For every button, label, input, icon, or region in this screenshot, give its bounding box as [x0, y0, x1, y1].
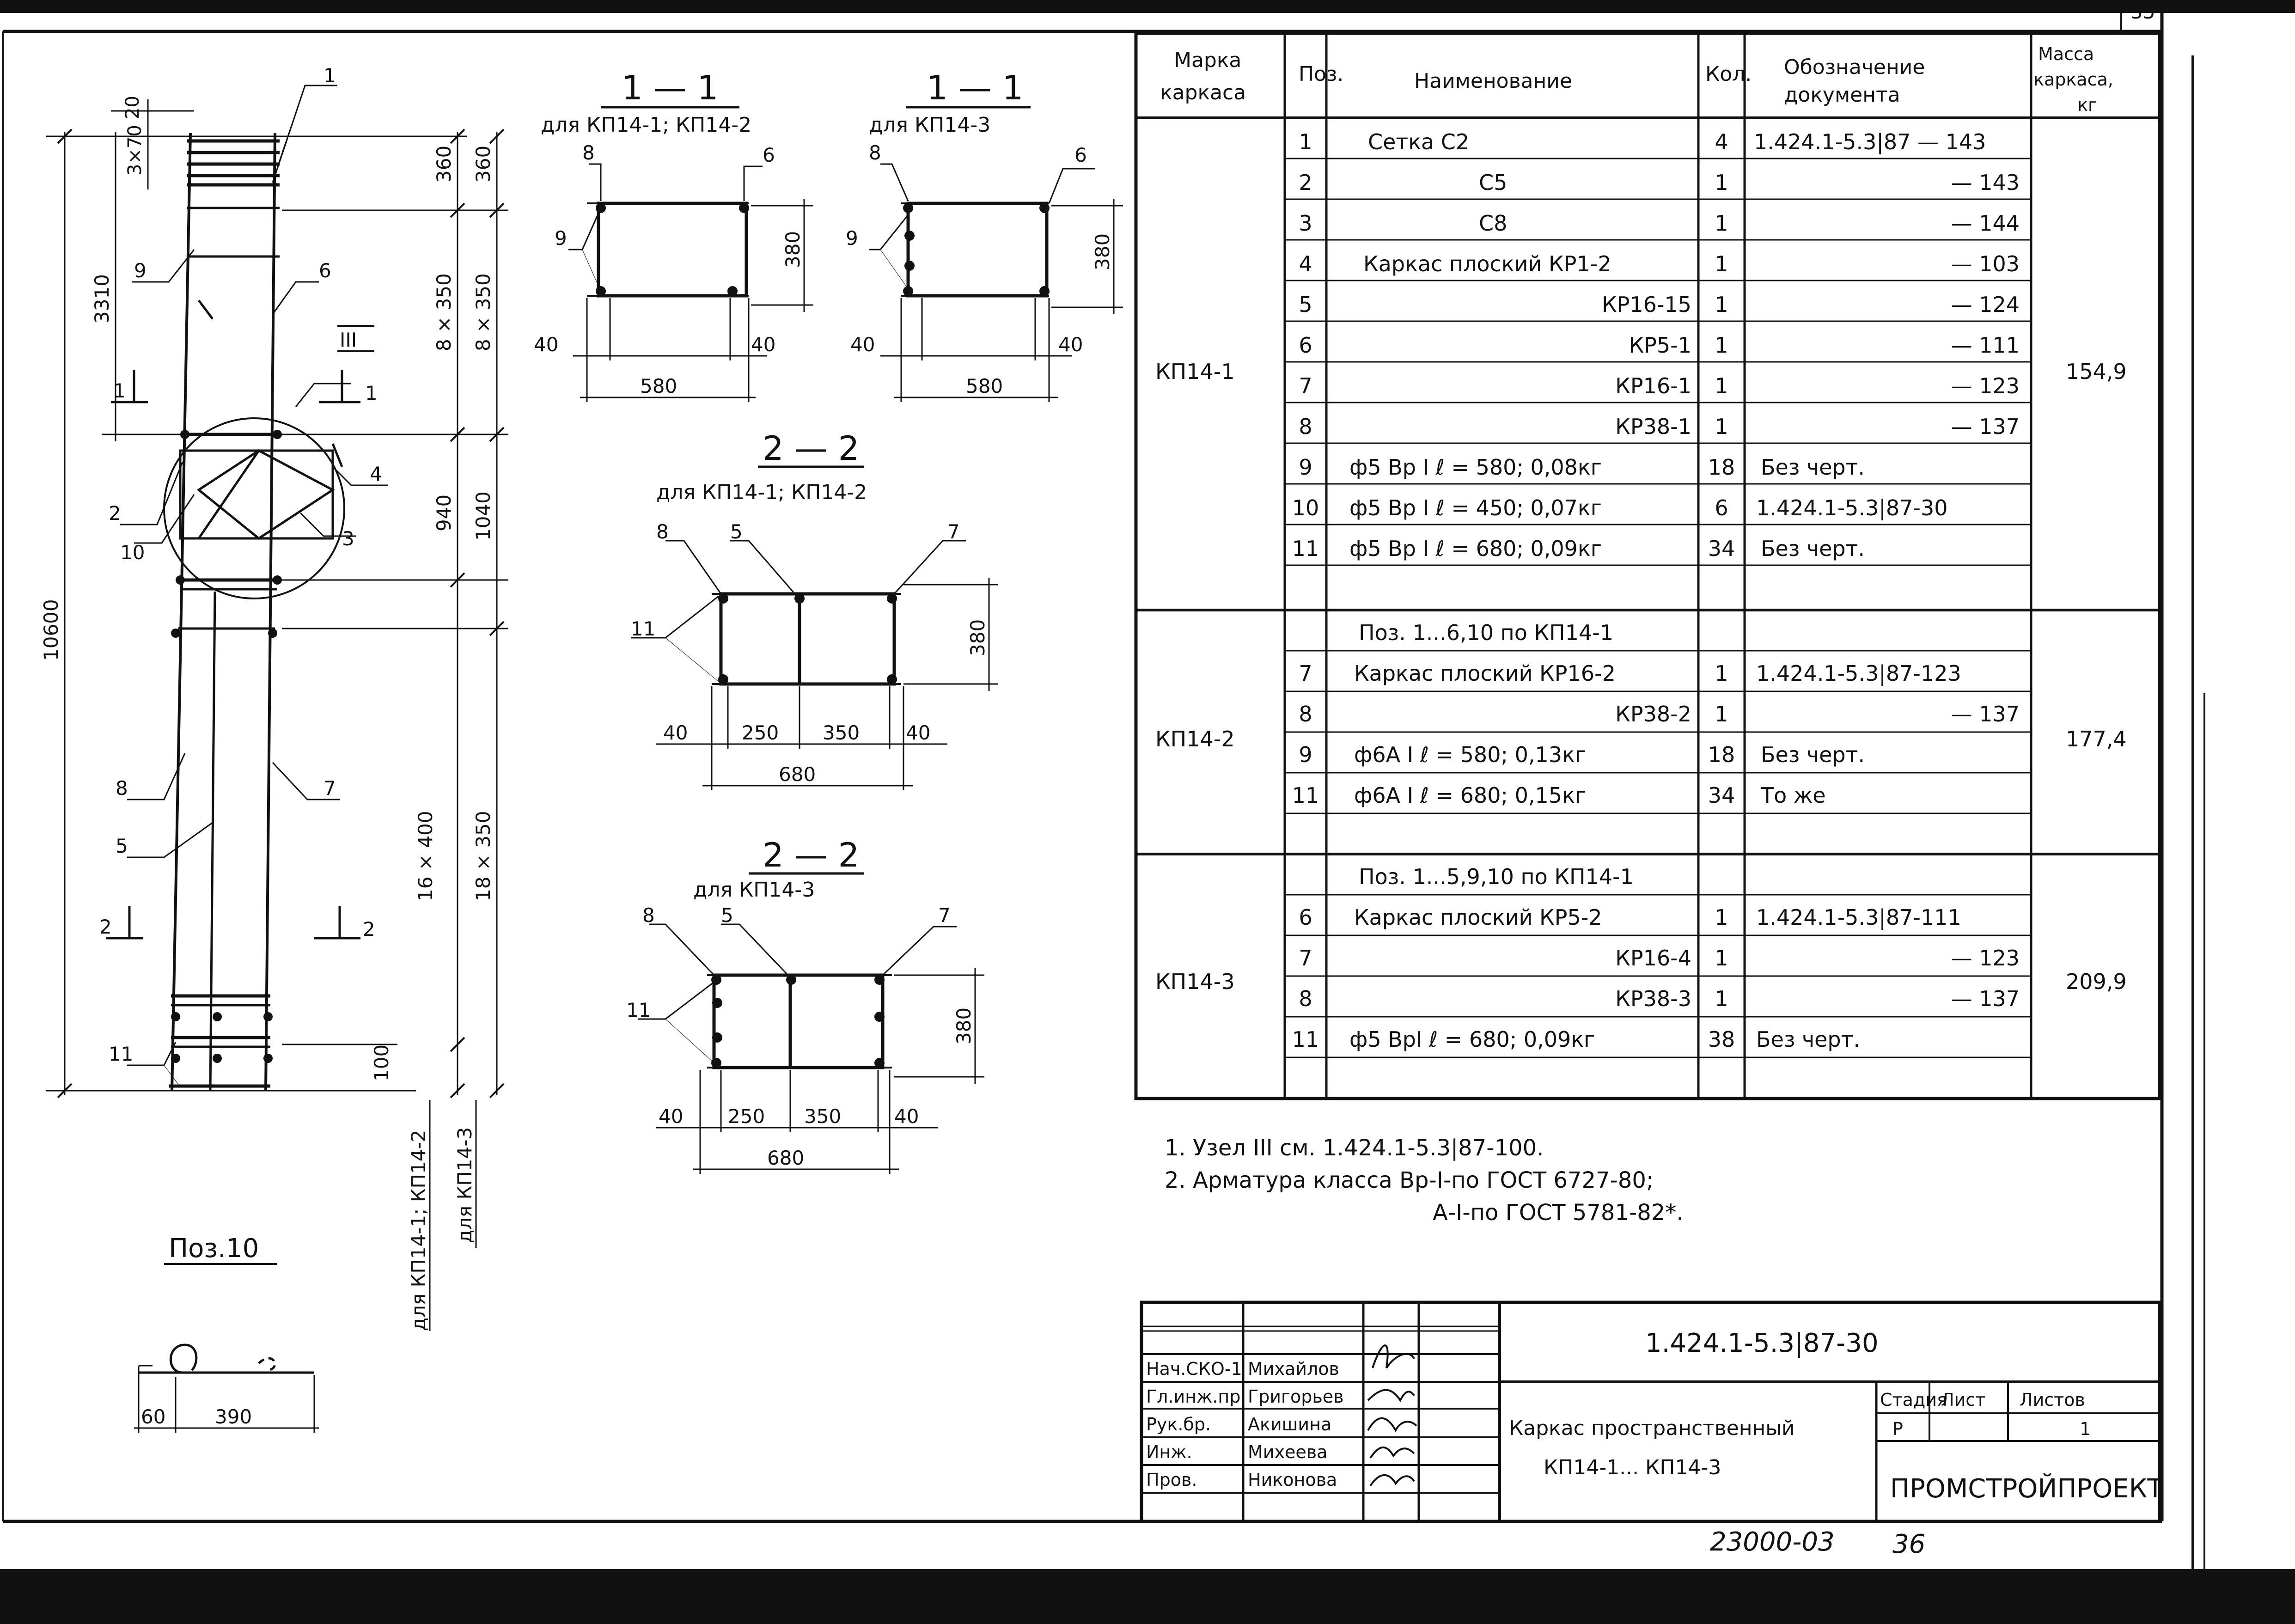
staff-name-2: Григорьев — [1248, 1386, 1344, 1407]
th-doc-1: Обозначение — [1784, 55, 1925, 79]
table-row: 1 — [1715, 702, 1728, 727]
spec-group-2-rows — [1292, 620, 2020, 808]
group-mark-kp14-2: КП14-2 — [1155, 727, 1235, 751]
section-mark-1-left: 1 — [113, 379, 126, 402]
th-mass-1: Масса — [2038, 44, 2094, 64]
node-label: III — [340, 329, 357, 351]
table-row: 11 — [1292, 783, 1319, 808]
table-row: 1 — [1715, 986, 1728, 1011]
staff-name-5: Никонова — [1248, 1470, 1337, 1490]
section-2-2-a-dim-250: 250 — [742, 721, 779, 744]
section-1-1-b-dim-40-right: 40 — [1058, 333, 1083, 356]
dim-inner-100: 100 — [370, 1044, 393, 1081]
section-1-1-a-title: 1 — 1 — [622, 68, 719, 107]
staff-role-5: Пров. — [1146, 1470, 1197, 1490]
sheets-label: Листов — [2020, 1390, 2085, 1410]
table-row: — 137 — [1951, 702, 2020, 727]
doc-title-line2: КП14-1... КП14-3 — [1544, 1456, 1721, 1479]
table-row: ф5 Вр I ℓ = 450; 0,07кг — [1349, 495, 1602, 520]
dim-3x70: 3×70 — [124, 125, 146, 176]
table-row: ф5 ВрI ℓ = 680; 0,09кг — [1349, 1027, 1595, 1052]
table-row: 1.424.1-5.3|87 — 143 — [1754, 129, 1986, 154]
table-row: 11 — [1292, 1027, 1319, 1052]
table-row: ф5 Вр I ℓ = 680; 0,09кг — [1349, 536, 1602, 561]
table-row: 3 — [1299, 211, 1312, 236]
bottom-scan-edge — [0, 1569, 2295, 1624]
staff-role-1: Нач.СКО-1 — [1146, 1359, 1242, 1379]
table-row: Поз. 1...5,9,10 по КП14-1 — [1359, 864, 1634, 889]
section-2-2-a-dim-350: 350 — [823, 721, 860, 744]
pos-label-5: 5 — [116, 835, 128, 857]
section-2-2-a-label-7: 7 — [947, 520, 960, 543]
section-1-1-b-dim-40-left: 40 — [850, 333, 875, 356]
table-row: 10 — [1292, 495, 1319, 520]
table-row: КР38-2 — [1615, 702, 1691, 727]
table-row: 11 — [1292, 536, 1319, 561]
table-row: 8 — [1299, 414, 1312, 439]
table-row: Каркас плоский КР16-2 — [1354, 661, 1616, 686]
table-row: — 124 — [1951, 292, 2020, 317]
doc-title-line1: Каркас пространственный — [1509, 1416, 1795, 1440]
note-2: 2. Арматура класса Вр-I-по ГОСТ 6727-80; — [1165, 1167, 1654, 1193]
frame-elevation — [46, 85, 508, 1098]
section-1-1-b-label-6: 6 — [1074, 144, 1087, 166]
table-row: ф6А I ℓ = 680; 0,15кг — [1354, 783, 1586, 808]
table-row: 1.424.1-5.3|87-111 — [1756, 905, 1961, 930]
section-2-2-b-label-5: 5 — [721, 904, 733, 927]
section-1-1-a — [534, 68, 813, 402]
table-row: 1 — [1715, 946, 1728, 971]
table-row: 1 — [1715, 373, 1728, 398]
section-2-2-a — [631, 429, 998, 790]
section-2-2-b-subtitle: для КП14-3 — [693, 878, 815, 902]
staff-name-3: Акишина — [1248, 1414, 1332, 1435]
section-2-2-b-dim-380: 380 — [952, 1007, 975, 1044]
table-row: 4 — [1299, 251, 1312, 276]
section-2-2-b-dim-40-right: 40 — [894, 1105, 919, 1128]
table-row: КР38-3 — [1615, 986, 1691, 1011]
table-row: — 123 — [1951, 373, 2020, 398]
stage-label: Стадия — [1880, 1390, 1947, 1410]
sheet-label: Лист — [1941, 1390, 1986, 1410]
section-1-1-a-subtitle: для КП14-1; КП14-2 — [541, 113, 752, 137]
doc-code: 1.424.1-5.3|87-30 — [1645, 1328, 1879, 1358]
dim-inner-360: 360 — [433, 145, 455, 183]
table-row: 1 — [1715, 661, 1728, 686]
th-mass-2: каркаса, — [2033, 69, 2113, 90]
pos-label-6: 6 — [319, 259, 331, 282]
pos10-dim-390: 390 — [215, 1405, 252, 1428]
sheets-value: 1 — [2080, 1419, 2091, 1439]
table-row: — 111 — [1951, 333, 2020, 358]
table-row: То же — [1761, 783, 1826, 808]
pos-label-11: 11 — [109, 1043, 134, 1065]
table-row: 1 — [1715, 211, 1728, 236]
table-row: — 123 — [1951, 946, 2020, 971]
table-row: 1 — [1715, 292, 1728, 317]
th-pos: Поз. — [1299, 62, 1344, 86]
archive-number: 23000-03 — [1710, 1527, 1835, 1557]
section-1-1-a-dim-40-left: 40 — [534, 333, 559, 356]
table-row: 1 — [1715, 251, 1728, 276]
staff-role-2: Гл.инж.пр. — [1146, 1386, 1246, 1407]
stage-value: Р — [1892, 1419, 1903, 1439]
section-1-1-b-subtitle: для КП14-3 — [869, 113, 991, 137]
table-row: Каркас плоский КР1-2 — [1363, 251, 1611, 276]
title-block — [1141, 1302, 2163, 1521]
table-row: — 137 — [1951, 414, 2020, 439]
section-2-2-b-label-7: 7 — [938, 904, 951, 927]
rotated-label-kp14-3: для КП14-3 — [453, 1127, 476, 1243]
table-row: 8 — [1299, 702, 1312, 727]
staff-name-4: Михеева — [1248, 1442, 1328, 1462]
table-row: Без черт. — [1756, 1027, 1861, 1052]
rod-bars-dots — [171, 430, 282, 1063]
table-row: 2 — [1299, 170, 1312, 195]
note-1: 1. Узел III см. 1.424.1-5.3|87-100. — [1165, 1135, 1544, 1161]
section-2-2-a-label-8: 8 — [656, 520, 669, 543]
dim-inner-940: 940 — [433, 494, 455, 531]
section-2-2-a-dim-680: 680 — [779, 763, 816, 786]
spec-group-1-rows — [1292, 129, 2020, 561]
dim-outer-18x350: 18 × 350 — [472, 811, 494, 901]
section-2-2-a-label-11: 11 — [631, 617, 656, 640]
th-mark-2: каркаса — [1160, 81, 1246, 104]
table-row: КР16-1 — [1615, 373, 1691, 398]
section-1-1-b-title: 1 — 1 — [927, 68, 1024, 107]
table-row: 1.424.1-5.3|87-30 — [1756, 495, 1948, 520]
section-1-1-a-label-6: 6 — [763, 144, 775, 166]
table-row: 34 — [1708, 536, 1735, 561]
table-row: 1.424.1-5.3|87-123 — [1756, 661, 1961, 686]
table-row: 1 — [1715, 333, 1728, 358]
dim-outer-1040: 1040 — [472, 491, 494, 541]
section-2-2-a-title: 2 — 2 — [763, 429, 860, 468]
table-row: 4 — [1715, 129, 1728, 154]
table-row: Каркас плоский КР5-2 — [1354, 905, 1602, 930]
table-row: Поз. 1...6,10 по КП14-1 — [1359, 620, 1614, 645]
table-row: 9 — [1299, 455, 1312, 480]
table-row: 9 — [1299, 742, 1312, 767]
section-mark-1-right: 1 — [365, 382, 378, 404]
th-doc-2: документа — [1784, 83, 1900, 107]
group-mass-kp14-1: 154,9 — [2066, 359, 2127, 384]
section-mark-2-right: 2 — [363, 918, 375, 940]
table-row: Без черт. — [1761, 742, 1865, 767]
pos-label-10: 10 — [120, 541, 145, 564]
section-1-1-a-label-8: 8 — [582, 141, 595, 164]
top-scan-edge — [0, 0, 2295, 13]
th-name: Наименование — [1414, 69, 1572, 93]
table-row: 34 — [1708, 783, 1735, 808]
section-2-2-b — [626, 836, 984, 1174]
section-1-1-a-dim-380: 380 — [781, 231, 804, 268]
table-row: 1 — [1715, 414, 1728, 439]
staff-name-1: Михайлов — [1248, 1359, 1339, 1379]
staff-role-3: Рук.бр. — [1146, 1414, 1211, 1435]
table-row: ф6А I ℓ = 580; 0,13кг — [1354, 742, 1586, 767]
pos-label-9: 9 — [134, 259, 146, 282]
section-mark-2-left: 2 — [99, 916, 112, 938]
pos-label-4: 4 — [370, 463, 382, 485]
section-2-2-b-dim-350: 350 — [804, 1105, 842, 1128]
table-row: 38 — [1708, 1027, 1735, 1052]
table-row: 7 — [1299, 946, 1312, 971]
group-mass-kp14-3: 209,9 — [2066, 969, 2127, 994]
pos10-title: Поз.10 — [169, 1233, 259, 1264]
table-row: КР38-1 — [1615, 414, 1691, 439]
table-row: 1 — [1299, 129, 1312, 154]
pos-label-3: 3 — [342, 527, 354, 550]
table-row: — 137 — [1951, 986, 2020, 1011]
section-1-1-b-dim-380: 380 — [1091, 233, 1114, 270]
table-row: Без черт. — [1761, 455, 1865, 480]
table-row: 6 — [1299, 905, 1312, 930]
table-row: КР16-4 — [1615, 946, 1691, 971]
section-2-2-a-dim-380: 380 — [966, 619, 989, 656]
table-row: КР16-15 — [1601, 292, 1691, 317]
section-2-2-b-dim-40-left: 40 — [659, 1105, 684, 1128]
spec-group-3-rows — [1292, 864, 2020, 1052]
pos-label-2: 2 — [109, 502, 121, 525]
table-row: 1 — [1715, 170, 1728, 195]
pos-label-7: 7 — [323, 777, 336, 800]
section-2-2-a-dim-40-left: 40 — [663, 721, 688, 744]
table-row: 8 — [1299, 986, 1312, 1011]
section-1-1-b-dim-580: 580 — [966, 375, 1003, 397]
dim-inner-8x350: 8 × 350 — [433, 273, 455, 351]
section-1-1-a-dim-40-right: 40 — [751, 333, 776, 356]
section-2-2-b-title: 2 — 2 — [763, 836, 860, 874]
th-mark-1: Марка — [1174, 49, 1242, 72]
section-1-1-a-dim-580: 580 — [640, 375, 678, 397]
table-row: Без черт. — [1761, 536, 1865, 561]
table-row: С5 — [1479, 170, 1508, 195]
table-row: 6 — [1299, 333, 1312, 358]
table-row: — 144 — [1951, 211, 2020, 236]
table-row: Сетка С2 — [1368, 129, 1470, 154]
dim-outer-8x350: 8 × 350 — [472, 273, 494, 351]
group-mark-kp14-3: КП14-3 — [1155, 969, 1235, 994]
note-2-cont: А-I-по ГОСТ 5781-82*. — [1433, 1200, 1684, 1226]
dim-3310: 3310 — [91, 274, 113, 324]
footer-page: 36 — [1892, 1529, 1926, 1559]
group-mass-kp14-2: 177,4 — [2066, 727, 2127, 751]
table-row: 7 — [1299, 661, 1312, 686]
table-row: 18 — [1708, 455, 1735, 480]
section-2-2-b-dim-680: 680 — [767, 1147, 805, 1169]
section-2-2-a-dim-40-right: 40 — [906, 721, 931, 744]
table-row: — 103 — [1951, 251, 2020, 276]
org-name: ПРОМСТРОЙПРОЕКТ — [1890, 1474, 2163, 1504]
table-row: 18 — [1708, 742, 1735, 767]
pos-label-1: 1 — [323, 64, 336, 87]
table-row: 7 — [1299, 373, 1312, 398]
dim-10600: 10600 — [40, 599, 62, 661]
section-2-2-a-subtitle: для КП14-1; КП14-2 — [656, 481, 867, 504]
rotated-label-kp14-1-2: для КП14-1; КП14-2 — [407, 1129, 430, 1331]
dim-outer-360: 360 — [472, 145, 494, 183]
section-2-2-b-label-8: 8 — [642, 904, 655, 927]
table-row: КР5-1 — [1629, 333, 1691, 358]
th-qty: Кол. — [1705, 62, 1752, 86]
section-1-1-b — [846, 68, 1123, 402]
section-1-1-a-label-9: 9 — [555, 227, 567, 250]
dim-inner-16x400: 16 × 400 — [414, 811, 437, 901]
staff-role-4: Инж. — [1146, 1442, 1192, 1462]
dim-20: 20 — [122, 96, 143, 119]
pos10-dim-60: 60 — [141, 1405, 166, 1428]
table-row: 6 — [1715, 495, 1728, 520]
footer-copied: Копировал — [1479, 1583, 1580, 1603]
table-row: — 143 — [1951, 170, 2020, 195]
th-mass-3: кг — [2077, 95, 2097, 115]
pos-label-8: 8 — [116, 777, 128, 800]
spec-table — [1136, 33, 2160, 1099]
group-mark-kp14-1: КП14-1 — [1155, 359, 1235, 384]
section-2-2-b-label-11: 11 — [626, 999, 651, 1021]
table-row: 5 — [1299, 292, 1312, 317]
section-1-1-b-label-8: 8 — [869, 141, 881, 164]
page-number: 35 — [2130, 0, 2155, 23]
table-row: ф5 Вр I ℓ = 580; 0,08кг — [1349, 455, 1602, 480]
table-row: 1 — [1715, 905, 1728, 930]
section-2-2-b-dim-250: 250 — [728, 1105, 765, 1128]
table-row: С8 — [1479, 211, 1508, 236]
section-1-1-b-label-9: 9 — [846, 227, 858, 250]
section-2-2-a-label-5: 5 — [730, 520, 743, 543]
